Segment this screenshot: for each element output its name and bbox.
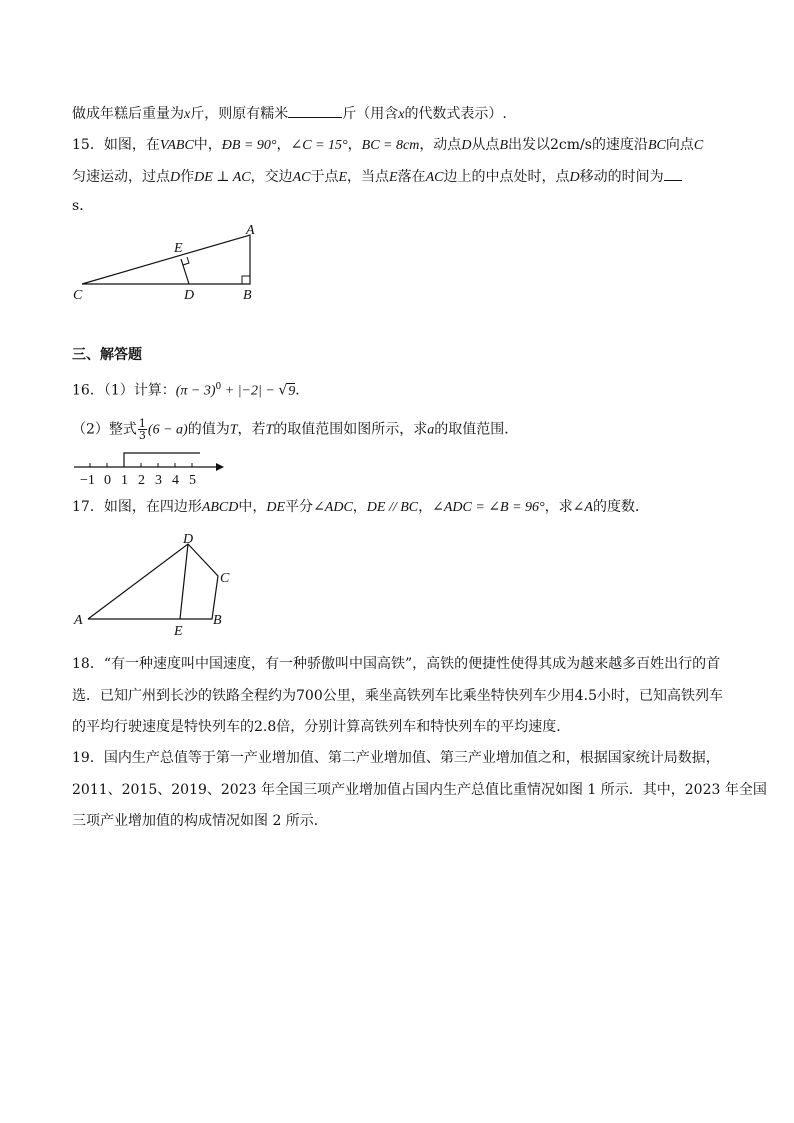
label-d: D xyxy=(184,288,195,303)
q19-line-3: 三项产业增加值的构成情况如图 2 所示． xyxy=(72,813,328,829)
point-e: E xyxy=(389,170,398,185)
q15-text: 中， xyxy=(193,137,222,153)
var-x: x xyxy=(398,107,405,122)
tick-label: 1 xyxy=(121,473,128,488)
tick-label: 5 xyxy=(189,473,196,488)
answer-blank[interactable] xyxy=(664,166,682,181)
expr-abs: + |−2| − xyxy=(221,383,279,399)
q15-text: ． xyxy=(79,198,94,214)
q16-text: 16．（1）计算： xyxy=(72,382,176,399)
fraction-denominator: 3 xyxy=(138,429,146,442)
tick-label: 0 xyxy=(104,473,111,488)
point-d: D xyxy=(461,138,472,153)
parallel-relation: DE // BC xyxy=(366,500,419,515)
point-d: D xyxy=(170,170,181,185)
tick-label: 3 xyxy=(155,473,162,488)
q16-text: （2）整式 xyxy=(72,421,137,438)
label-e: E xyxy=(174,624,183,639)
q15-text: 移动的时间为 xyxy=(579,169,664,185)
q15-text: 向点 xyxy=(665,137,694,153)
q17-text: ， xyxy=(352,499,367,515)
var-t: T xyxy=(229,422,238,438)
label-a: A xyxy=(74,613,83,628)
q14-text: 斤（用含 xyxy=(342,106,399,122)
label-a: A xyxy=(246,223,255,238)
perpendicular: DE ⊥ AC xyxy=(194,170,251,185)
tick-label: −1 xyxy=(80,473,95,488)
exponent: 0 xyxy=(215,382,222,392)
label-c: C xyxy=(220,571,230,586)
triangle-abc: VABC xyxy=(159,138,194,153)
q15-text: 作 xyxy=(180,169,195,185)
label-d: D xyxy=(183,532,194,547)
q18-line-1: 18．“有一种速度叫中国速度，有一种骄傲叫中国高铁”，高铁的便捷性使得其成为越来越多百姓出行的首 xyxy=(72,656,721,672)
point-b: B xyxy=(499,138,508,153)
q17-text: 中， xyxy=(238,499,267,515)
q15-triangle-figure xyxy=(70,222,270,304)
q15-line-1 xyxy=(72,135,703,156)
q15-text: 匀速运动，过点 xyxy=(72,169,170,185)
label-e: E xyxy=(174,241,183,256)
angle-equality: ∠ADC = ∠B = 96° xyxy=(432,500,545,515)
section-heading: 三、解答题 xyxy=(72,347,142,363)
q16-text: ． xyxy=(295,382,310,399)
q18-text: 倍，分别计算高铁列车和特快列车的平均速度． xyxy=(276,719,571,735)
ratio-value: 2.8 xyxy=(254,719,277,735)
q18-line-3 xyxy=(72,717,570,737)
expr-6-minus-a: (6 − a) xyxy=(147,422,188,438)
point-d: D xyxy=(569,170,580,185)
q15-text: ， xyxy=(347,137,362,153)
q16-part1 xyxy=(72,377,309,402)
sqrt-icon: √ xyxy=(278,382,288,399)
point-e: E xyxy=(338,170,348,185)
q19-line-2: 2011、2015、2019、2023 年全国三项产业增加值占国内生产总值比重情况如图 1 所示．其中，2023 年全国 xyxy=(72,782,767,798)
label-c: C xyxy=(73,288,83,303)
segment-de: DE xyxy=(266,500,286,515)
fraction xyxy=(138,418,147,441)
q15-text: 边上的中点处时，点 xyxy=(443,169,570,185)
arrow-right-icon xyxy=(216,463,224,471)
segment-ac: AC xyxy=(425,170,444,185)
label-b: B xyxy=(213,613,222,628)
q19-line-1: 19．国内生产总值等于第一产业增加值、第二产业增加值、第三产业增加值之和，根据国家统计局数据， xyxy=(72,750,720,766)
q16-text: ，若 xyxy=(237,421,266,438)
q15-text: 落在 xyxy=(397,169,426,185)
unit-seconds: s xyxy=(72,198,80,214)
q15-text: ，交边 xyxy=(250,169,293,185)
angle-adc: ∠ADC xyxy=(313,500,353,515)
q17-text: 平分 xyxy=(285,499,314,515)
q16-text: 的值为 xyxy=(187,421,230,438)
hours-value: 4.5 xyxy=(574,688,597,704)
speed: 2cm/s xyxy=(550,137,592,153)
q15-text: 出发以 xyxy=(508,137,550,153)
quadrilateral-abcd: ABCD xyxy=(201,500,239,515)
segment-ac: AC xyxy=(292,170,311,185)
angle-a: ∠A xyxy=(572,500,593,515)
q15-text: ， xyxy=(276,137,291,153)
point-c: C xyxy=(693,138,704,153)
q15-text: 从点 xyxy=(471,137,500,153)
q18-text: 的平均行驶速度是特快列车的 xyxy=(72,719,254,735)
q17-quadrilateral-figure xyxy=(70,528,250,640)
q15-text: 的速度沿 xyxy=(591,137,648,153)
q14-text: 做成年糕后重量为 xyxy=(72,106,184,122)
q17-text: ，求 xyxy=(544,499,573,515)
q15-text: 15．如图，在 xyxy=(72,137,160,153)
tick-label: 2 xyxy=(138,473,145,488)
expr-pi-minus-3: (π − 3) xyxy=(175,383,216,399)
label-b: B xyxy=(243,288,252,303)
length-bc: BC = 8cm xyxy=(361,138,420,153)
number-line-figure xyxy=(70,450,230,488)
q17-line xyxy=(72,497,649,518)
segment-bc: BC xyxy=(647,138,666,153)
q18-line-2 xyxy=(72,686,723,706)
q14-tail-line xyxy=(72,103,507,125)
distance-value: 700 xyxy=(296,688,323,704)
q16-text: 的取值范围如图所示，求 xyxy=(273,421,428,438)
q15-text: ，动点 xyxy=(419,137,462,153)
q15-text: ，当点 xyxy=(347,169,390,185)
q16-text: 的取值范围． xyxy=(434,421,519,438)
tick-label: 4 xyxy=(172,473,179,488)
q14-text: 斤，则原有糯米 xyxy=(190,106,289,122)
q17-text: 的度数． xyxy=(592,499,649,515)
q17-text: ， xyxy=(418,499,433,515)
var-a: a xyxy=(427,422,435,438)
q18-text: 公里，乘坐高铁列车比乘坐特快列车少用 xyxy=(322,688,575,704)
var-t: T xyxy=(265,422,274,438)
answer-blank[interactable] xyxy=(288,103,342,118)
angle-c: ∠C = 15° xyxy=(290,138,348,153)
q16-part2 xyxy=(72,418,518,441)
q18-text: 选．已知广州到长沙的铁路全程约为 xyxy=(72,688,296,704)
sqrt-radicand: 9 xyxy=(288,383,296,399)
q18-text: 小时，已知高铁列车 xyxy=(597,688,723,704)
q15-line-2 xyxy=(72,166,682,188)
angle-b: ÐB = 90° xyxy=(221,138,277,153)
q15-text: 于点 xyxy=(310,169,339,185)
var-x: x xyxy=(184,107,191,122)
fraction-numerator: 1 xyxy=(138,417,146,430)
q15-line-3 xyxy=(72,196,93,216)
q17-text: 17．如图，在四边形 xyxy=(72,499,202,515)
q14-text: 的代数式表示）. xyxy=(404,106,507,122)
